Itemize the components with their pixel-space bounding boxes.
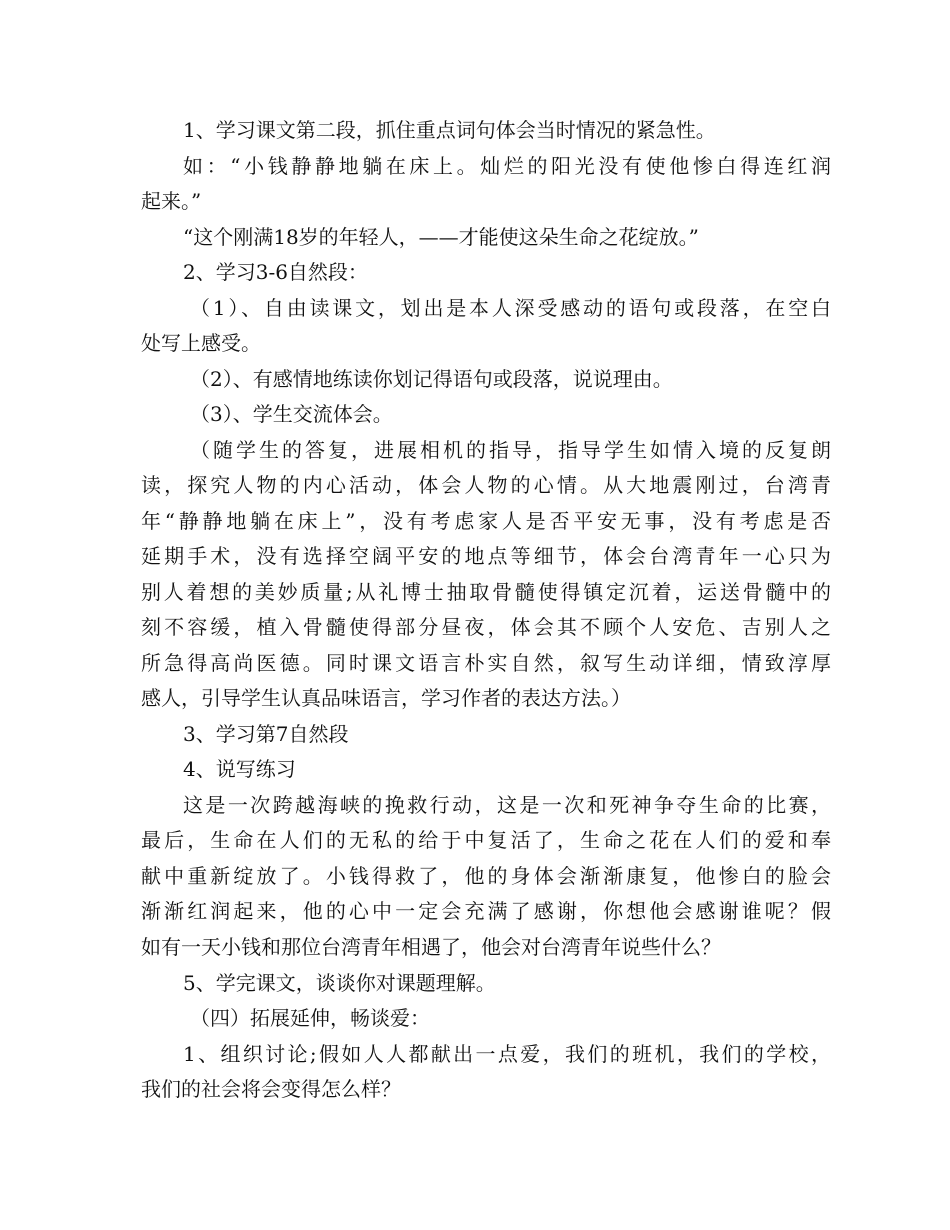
text-line: 读，探究人物的内心活动，体会人物的心情。从大地震刚过，台湾青 xyxy=(141,473,831,497)
text-line: 渐渐红润起来，他的心中一定会充满了感谢，你想他会感谢谁呢？假 xyxy=(141,899,831,923)
text-line: 1、组织讨论;假如人人都献出一点爱，我们的班机，我们的学校， xyxy=(183,1042,831,1066)
text-line: 1、学习课文第二段，抓住重点词句体会当时情况的紧急性。 xyxy=(183,118,716,142)
text-line: 2、学习3-6自然段： xyxy=(183,260,368,284)
text-line: 别人着想的美妙质量;从礼博士抽取骨髓使得镇定沉着，运送骨髓中的 xyxy=(141,580,831,604)
text-line: 3、学习第7自然段 xyxy=(183,722,349,746)
text-line: 最后，生命在人们的无私的给于中复活了，生命之花在人们的爱和奉 xyxy=(141,828,831,852)
text-line: 延期手术，没有选择空阔平安的地点等细节，体会台湾青年一心只为 xyxy=(141,544,831,568)
text-line: 如有一天小钱和那位台湾青年相遇了，他会对台湾青年说些什么？ xyxy=(141,935,721,959)
text-line: （1）、自由读课文，划出是本人深受感动的语句或段落，在空白 xyxy=(190,296,831,320)
text-line: （四）拓展延伸，畅谈爱： xyxy=(190,1006,430,1030)
text-line: （3）、学生交流体会。 xyxy=(190,402,393,426)
text-line: 我们的社会将会变得怎么样？ xyxy=(141,1077,401,1101)
text-line: 4、说写练习 xyxy=(183,757,296,781)
text-line: “这个刚满18岁的年轻人，——才能使这朵生命之花绽放。” xyxy=(183,225,699,249)
text-line: 如：“小钱静静地躺在床上。灿烂的阳光没有使他惨白得连红润 xyxy=(183,154,831,178)
text-line: 5、学完课文，谈谈你对课题理解。 xyxy=(183,971,496,995)
text-line: （2）、有感情地练读你划记得语句或段落，说说理由。 xyxy=(190,367,673,391)
text-line: （随学生的答复，进展相机的指导，指导学生如情入境的反复朗 xyxy=(190,438,831,462)
text-line: 这是一次跨越海峡的挽救行动，这是一次和死神争夺生命的比赛， xyxy=(183,793,831,817)
text-line: 献中重新绽放了。小钱得救了，他的身体会渐渐康复，他惨白的脸会 xyxy=(141,864,831,888)
text-line: 刻不容缓，植入骨髓使得部分昼夜，体会其不顾个人安危、吉别人之 xyxy=(141,615,831,639)
text-line: 年“静静地躺在床上”，没有考虑家人是否平安无事，没有考虑是否 xyxy=(141,509,831,533)
text-line: 起来。” xyxy=(141,189,202,213)
text-line: 感人，引导学生认真品味语言，学习作者的表达方法。） xyxy=(141,686,631,710)
text-line: 所急得高尚医德。同时课文语言朴实自然，叙写生动详细，情致淳厚 xyxy=(141,651,831,675)
text-line: 处写上感受。 xyxy=(141,331,261,355)
